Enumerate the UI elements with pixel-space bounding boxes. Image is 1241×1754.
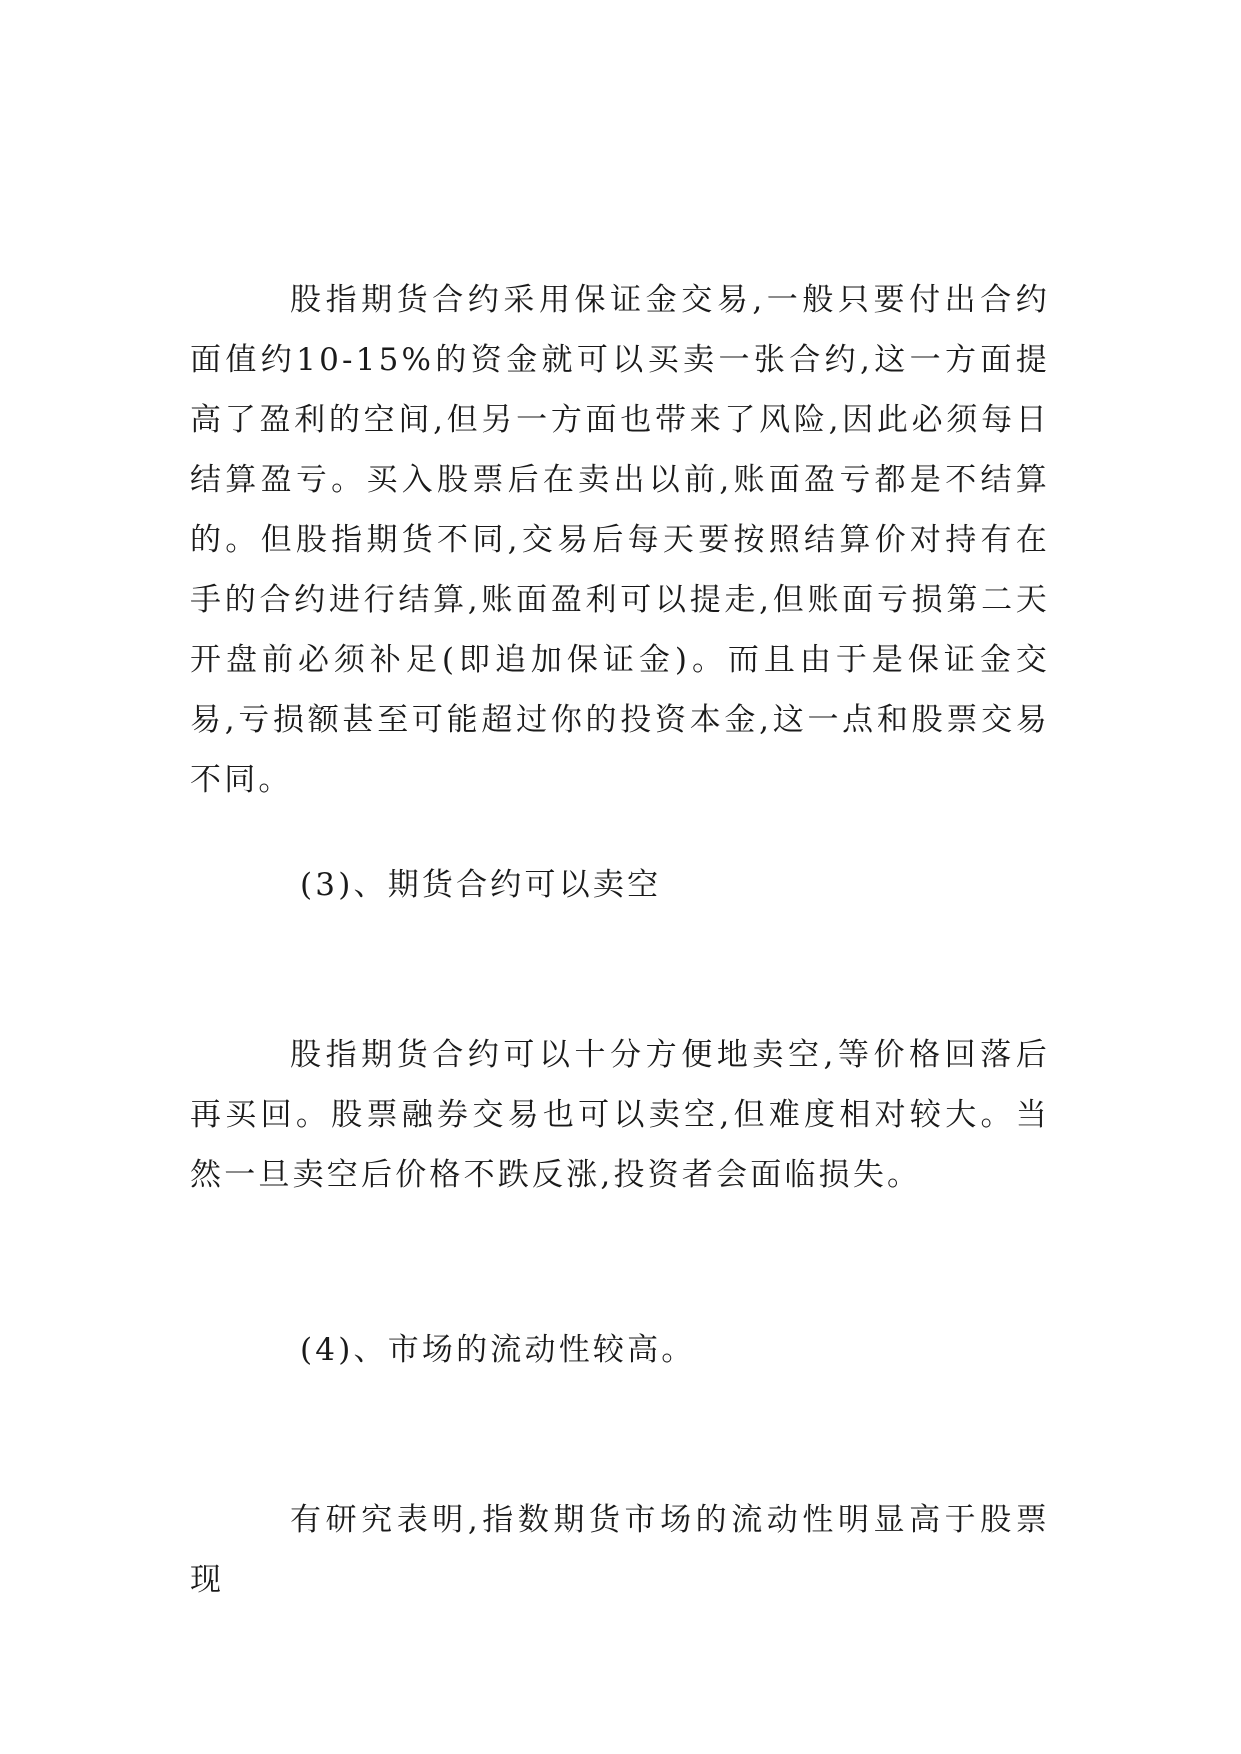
paragraph-margin-trading: 股指期货合约采用保证金交易,一般只要付出合约面值约10-15%的资金就可以买卖一张合约,这一方面提高了盈利的空间,但另一方面也带来了风险,因此必须每日结算盈亏。买入股票后在卖出以前,账面盈亏都是不结算的。但股指期货不同,交易后每天要按照结算价对持有在手的合约进行结算,账面盈利可以提走,但账面亏损第二天开盘前必须补足(即追加保证金)。而且由于是保证金交易,亏损额甚至可能超过你的投资本金,这一点和股票交易不同。 bbox=[190, 282, 1050, 798]
paragraph-liquidity: 有研究表明,指数期货市场的流动性明显高于股票现 bbox=[190, 1502, 1050, 1598]
paragraph-short-selling: 股指期货合约可以十分方便地卖空,等价格回落后再买回。股票融券交易也可以卖空,但难度相对较大。当然一旦卖空后价格不跌反涨,投资者会面临损失。 bbox=[190, 1037, 1050, 1193]
section-heading-liquidity: (4)、市场的流动性较高。 bbox=[300, 1332, 696, 1368]
section-heading-short-selling: (3)、期货合约可以卖空 bbox=[300, 867, 662, 903]
